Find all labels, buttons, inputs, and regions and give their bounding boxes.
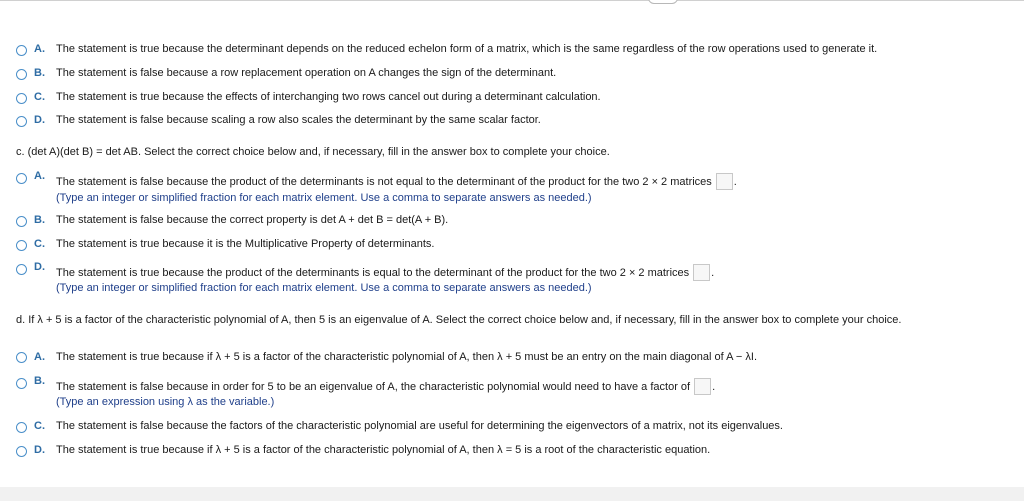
choice-letter: D. (34, 444, 45, 456)
choice-suffix: . (712, 381, 716, 393)
choice-letter: A. (34, 43, 45, 55)
radio-button[interactable] (16, 378, 27, 389)
choice-text: The statement is true because the product of the determinants is equal to the determinant of the product for the two 2 × 2 matrices (56, 267, 690, 279)
choice-text: The statement is true because it is the Multiplicative Property of determinants. (56, 238, 435, 250)
choice-letter: B. (34, 214, 45, 226)
expand-handle[interactable] (648, 0, 678, 4)
radio-button[interactable] (16, 352, 27, 363)
input-hint: (Type an integer or simplified fraction for each matrix element. Use a comma to separate answers as needed.) (56, 282, 592, 294)
answer-box[interactable] (693, 264, 710, 281)
radio-button[interactable] (16, 240, 27, 251)
input-hint: (Type an integer or simplified fraction for each matrix element. Use a comma to separate answers as needed.) (56, 192, 592, 204)
choice-letter: B. (34, 375, 45, 387)
radio-button[interactable] (16, 45, 27, 56)
choice-text: The statement is false because scaling a row also scales the determinant by the same scalar factor. (56, 114, 541, 126)
choice-letter: A. (34, 351, 45, 363)
input-hint: (Type an expression using λ as the variable.) (56, 396, 275, 408)
radio-button[interactable] (16, 446, 27, 457)
question-c: c. (det A)(det B) = det AB. Select the correct choice below and, if necessary, fill in the answer box to complete your choice. (16, 146, 610, 158)
top-divider (0, 0, 1024, 1)
question-d: d. If λ + 5 is a factor of the characteristic polynomial of A, then 5 is an eigenvalue of A. Select the correct choice below and, if necessary, fill in the answer box to complete your choice. (16, 314, 902, 326)
radio-button[interactable] (16, 116, 27, 127)
choice-letter: C. (34, 91, 45, 103)
choice-text: The statement is false because in order for 5 to be an eigenvalue of A, the characteristic polynomial would need to have a factor of (56, 381, 691, 393)
choice-statement (56, 378, 715, 395)
choice-text: The statement is false because a row replacement operation on A changes the sign of the determinant. (56, 67, 557, 79)
choice-statement (56, 173, 737, 190)
choice-text: The statement is false because the product of the determinants is not equal to the determinant of the product for the two 2 × 2 matrices (56, 176, 712, 188)
choice-suffix: . (711, 267, 715, 279)
radio-button[interactable] (16, 69, 27, 80)
radio-button[interactable] (16, 264, 27, 275)
footer-band (0, 487, 1024, 501)
radio-button[interactable] (16, 422, 27, 433)
choice-text: The statement is false because the factors of the characteristic polynomial are useful for determining the eigenvectors of a matrix, not its eigenvalues. (56, 420, 783, 432)
choice-suffix: . (733, 176, 737, 188)
choice-letter: C. (34, 238, 45, 250)
choice-text: The statement is true because the effects of interchanging two rows cancel out during a determinant calculation. (56, 91, 601, 103)
choice-letter: B. (34, 67, 45, 79)
choice-text: The statement is true because if λ + 5 is a factor of the characteristic polynomial of A, then λ = 5 is a root of the characteristic equation. (56, 444, 711, 456)
radio-button[interactable] (16, 216, 27, 227)
choice-letter: A. (34, 170, 45, 182)
choice-text: The statement is false because the correct property is det A + det B = det(A + B). (56, 214, 449, 226)
choice-letter: D. (34, 114, 45, 126)
choice-letter: C. (34, 420, 45, 432)
answer-box[interactable] (716, 173, 733, 190)
choice-text: The statement is true because the determinant depends on the reduced echelon form of a matrix, which is the same regardless of the row operations used to generate it. (56, 43, 878, 55)
choice-text: The statement is true because if λ + 5 is a factor of the characteristic polynomial of A, then λ + 5 must be an entry on the main diagonal of A − λI. (56, 351, 758, 363)
radio-button[interactable] (16, 173, 27, 184)
answer-box[interactable] (694, 378, 711, 395)
choice-letter: D. (34, 261, 45, 273)
radio-button[interactable] (16, 93, 27, 104)
choice-statement (56, 264, 714, 281)
